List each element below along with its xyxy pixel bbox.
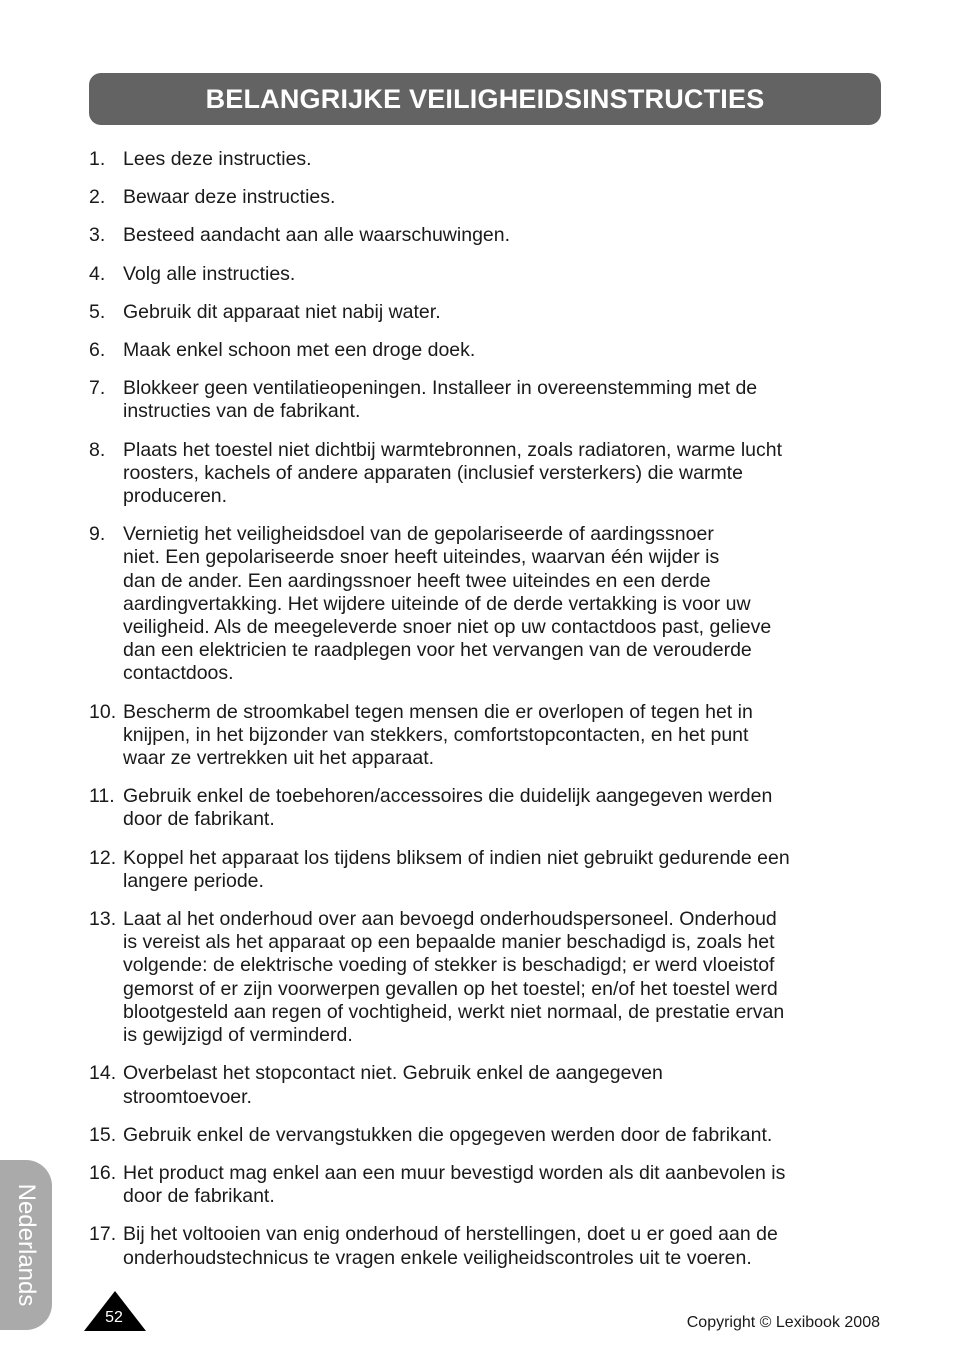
instruction-number: 12. [89, 846, 117, 869]
instruction-text: Koppel het apparaat los tijdens bliksem of indien niet gebruikt gedurende een langere periode. [123, 846, 790, 892]
instruction-item [89, 339, 881, 362]
instruction-number: 14. [89, 1062, 117, 1085]
instruction-text: Besteed aandacht aan alle waarschuwingen. [123, 224, 511, 247]
instruction-item [89, 224, 881, 247]
language-tab-label: Nederlands [13, 1183, 40, 1307]
instruction-item [89, 847, 881, 893]
instruction-text: Volg alle instructies. [123, 262, 296, 285]
instruction-item [89, 186, 881, 209]
instruction-text: Lees deze instructies. [123, 148, 312, 170]
instruction-text: Plaats het toestel niet dichtbij warmtebronnen, zoals radiatoren, warme lucht roosters, kachels of andere apparaten (inclusief versterkers) die warmte produceren. [123, 438, 783, 508]
instruction-number: 17. [89, 1223, 117, 1246]
instruction-item [89, 908, 881, 1047]
instruction-list [89, 148, 881, 1270]
instruction-number: 9. [89, 523, 106, 546]
instruction-text: Overbelast het stopcontact niet. Gebruik enkel de aangegeven stroomtoevoer. [123, 1062, 663, 1108]
instruction-item [89, 377, 881, 423]
instruction-item [89, 1162, 881, 1208]
instruction-number: 4. [89, 262, 106, 285]
instruction-item [89, 1223, 881, 1269]
instruction-item [89, 785, 881, 831]
instruction-text: Vernietig het veiligheidsdoel van de gepolariseerde of aardingssnoer niet. Een gepolariseerde snoer heeft uiteindes, waarvan één wijder is dan de ander. Een aardingssnoer heeft twee uiteindes en een derde aardingvertakking. Het wijdere uiteinde of de derde vertakking is voor uw veiligheid. Als de meegeleverde snoer niet op uw contactdoos past, gelieve dan een elektricien te raadplegen voor het vervangen van de verouderde contactdoos. [123, 523, 772, 685]
instruction-text: Gebruik dit apparaat niet nabij water. [123, 300, 441, 323]
language-tab [0, 1160, 52, 1330]
instruction-item [89, 1124, 881, 1147]
instruction-text: Bij het voltooien van enig onderhoud of herstellingen, doet u er goed aan de onderhoudstechnicus te vragen enkele veiligheidscontroles uit te voeren. [123, 1223, 778, 1269]
instruction-number: 8. [89, 438, 106, 461]
instruction-item [89, 148, 881, 171]
instruction-text: Blokkeer geen ventilatieopeningen. Installeer in overeenstemming met de instructies van de fabrikant. [123, 377, 758, 423]
instruction-text: Gebruik enkel de vervangstukken die opgegeven werden door de fabrikant. [123, 1123, 773, 1146]
instruction-item [89, 439, 881, 509]
instruction-item [89, 701, 881, 771]
copyright-notice: Copyright © Lexibook 2008 [686, 1314, 880, 1331]
instruction-item [89, 263, 881, 286]
title-bar [89, 73, 881, 125]
instruction-text: Maak enkel schoon met een droge doek. [123, 339, 476, 362]
instruction-number: 7. [89, 377, 106, 400]
page-number: 52 [105, 1309, 123, 1326]
instruction-item [89, 301, 881, 324]
instruction-number: 13. [89, 908, 117, 931]
instruction-number: 16. [89, 1161, 117, 1184]
instruction-number: 3. [89, 224, 106, 247]
instruction-number: 11. [89, 785, 115, 808]
instruction-item [89, 1062, 881, 1108]
instruction-number: 15. [89, 1123, 117, 1146]
instruction-text: Het product mag enkel aan een muur bevestigd worden als dit aanbevolen is door de fabrikant. [123, 1161, 786, 1208]
instruction-text: Bescherm de stroomkabel tegen mensen die er overlopen of tegen het in knijpen, in het bijzonder van stekkers, comfortstopcontacten, en het punt waar ze vertrekken uit het apparaat. [123, 700, 753, 770]
instruction-text: Laat al het onderhoud over aan bevoegd onderhoudspersoneel. Onderhoud is vereist als het apparaat op een bepaalde manier beschadigd is, zoals het volgende: de elektrische voeding of stekker is beschadigd; er werd vloeistof gemorst of er zijn voorwerpen gevallen op het toestel; en/of het toestel werd blootgesteld aan regen of vochtigheid, werkt niet normaal, de prestatie ervan is gewijzigd of verminderd. [123, 908, 785, 1047]
instruction-number: 1. [89, 148, 106, 170]
instruction-number: 5. [89, 300, 106, 323]
instruction-text: Bewaar deze instructies. [123, 186, 336, 209]
instruction-number: 10. [89, 700, 117, 723]
page-title: BELANGRIJKE VEILIGHEIDSINSTRUCTIES [205, 83, 765, 114]
instruction-number: 6. [89, 339, 106, 362]
instruction-text: Gebruik enkel de toebehoren/accessoires die duidelijk aangegeven werden door de fabrikant. [123, 785, 773, 831]
instruction-number: 2. [89, 186, 106, 209]
instruction-item [89, 523, 881, 685]
